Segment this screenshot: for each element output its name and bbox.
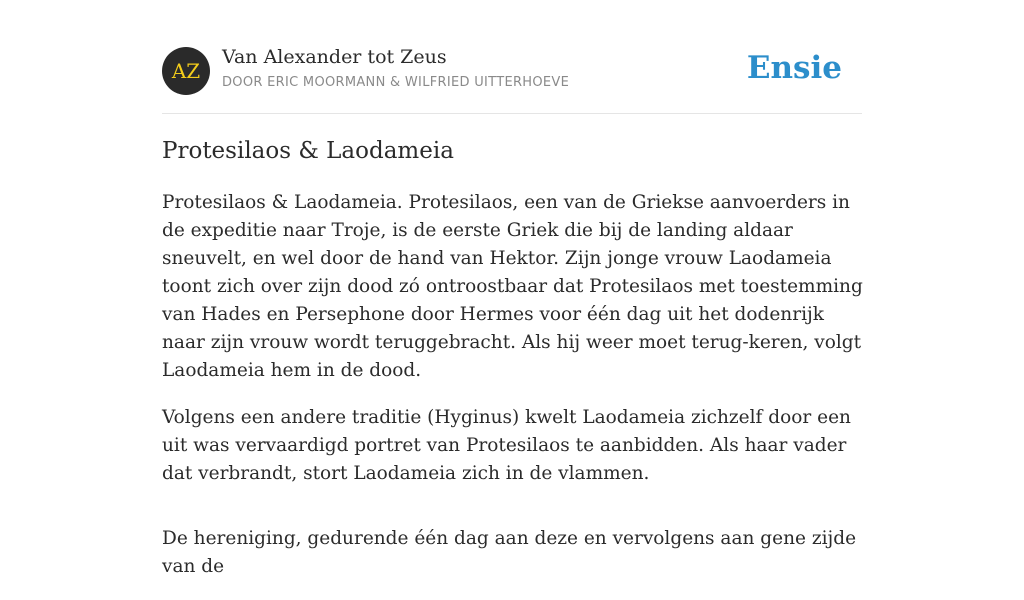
book-avatar[interactable]: AZ — [162, 47, 210, 95]
ensie-logo[interactable]: Ensie — [746, 50, 842, 86]
article-body — [162, 189, 872, 600]
book-title[interactable]: Van Alexander tot Zeus — [222, 46, 447, 68]
paragraph-2: Volgens een andere traditie (Hyginus) kwelt Laodameia zichzelf door een uit was vervaardigd portret van Protesilaos te aanbidden. Als haar vader dat verbrandt, stort Laodameia zich in de vlammen. — [162, 407, 851, 484]
page-container — [162, 0, 863, 577]
paragraph-1: Protesilaos & Laodameia. Protesilaos, een van de Griekse aanvoerders in de expeditie naar Troje, is de eerste Griek die bij de landing aldaar sneuvelt, en wel door de hand van Hektor. Zijn jonge vrouw Laodameia toont zich over zijn dood zó ontroostbaar dat Protesilaos met toestemming van Hades en Persephone door Hermes voor één dag uit het dodenrijk naar zijn vrouw wordt teruggebracht. Als hij weer moet terug-keren, volgt Laodameia hem in de dood. — [162, 192, 863, 381]
header — [162, 0, 862, 114]
paragraph-3: De hereniging, gedurende één dag aan deze en vervolgens aan gene zijde van de — [162, 528, 857, 577]
book-authors: DOOR ERIC MOORMANN & WILFRIED UITTERHOEVE — [222, 75, 570, 90]
article-title: Protesilaos & Laodameia — [162, 138, 454, 164]
